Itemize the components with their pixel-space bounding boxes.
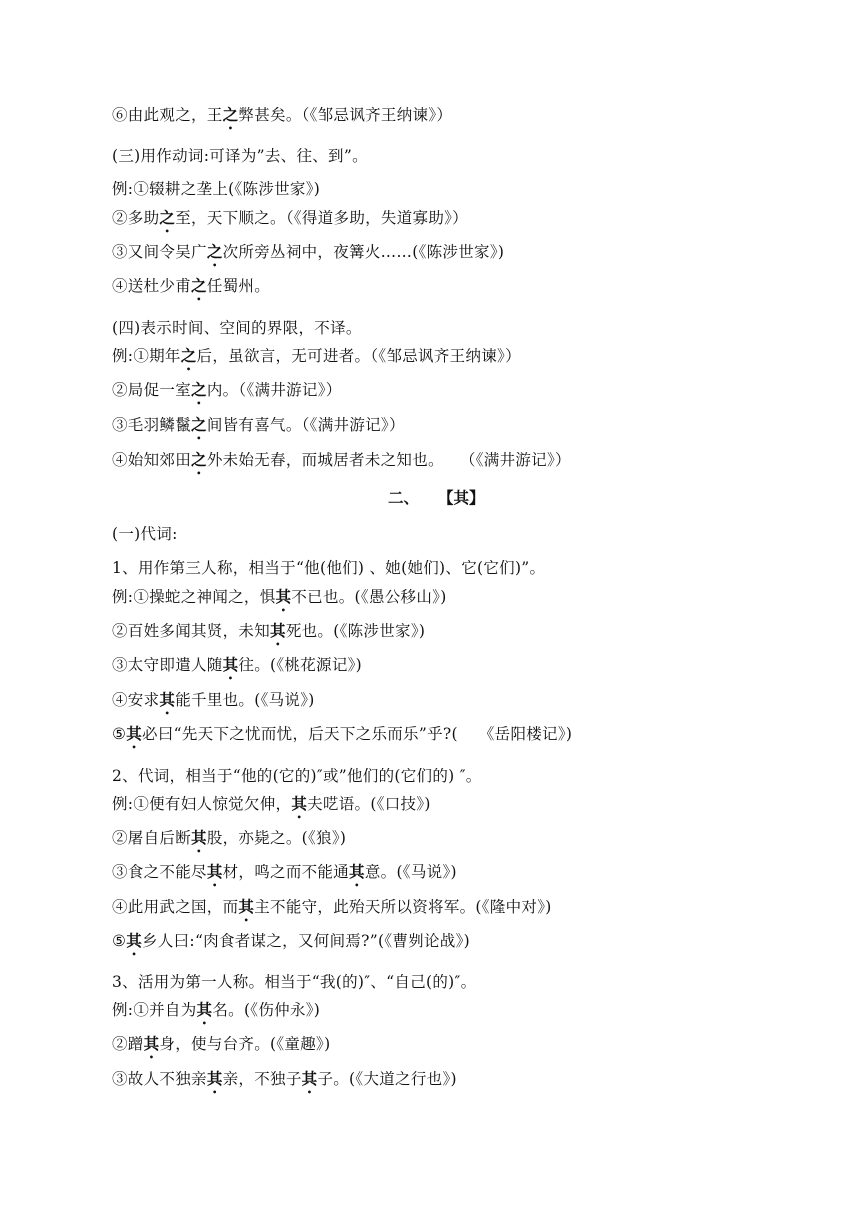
text-segment: ③故人不独亲 xyxy=(112,1070,207,1088)
text-segment: ⑥由此观之，王 xyxy=(112,106,223,124)
emphasized-keyword: 其 xyxy=(275,588,292,606)
emphasized-keyword: 之 xyxy=(159,209,176,227)
emphasized-keyword: 其 xyxy=(206,1070,223,1088)
emphasized-keyword: 其 xyxy=(126,932,143,950)
emphasized-keyword: 其 xyxy=(222,656,239,674)
emphasized-keyword: 其 xyxy=(206,863,223,881)
text-segment: 身，使与台齐。(《童趣》) xyxy=(159,1035,331,1053)
emphasized-keyword: 其 xyxy=(291,795,308,813)
text-segment: 能千里也。(《马说》) xyxy=(175,691,315,709)
emphasized-keyword: 之 xyxy=(191,416,207,434)
text-segment: ⑤ xyxy=(112,932,127,950)
text-line xyxy=(112,862,457,890)
text-segment: 内。（《满井游记》） xyxy=(206,381,342,399)
text-line xyxy=(112,690,315,718)
text-segment: ③毛羽鳞鬣 xyxy=(112,416,192,434)
emphasized-keyword: 之 xyxy=(222,106,239,124)
text-segment: ④送杜少甫 xyxy=(112,277,192,295)
text-segment: 例:①操蛇之神闻之，惧 xyxy=(112,588,276,606)
text-segment: 材，鸣之而不能通 xyxy=(222,863,350,881)
text-segment: 外未始无春，而城居者未之知也。 （《满井游记》） xyxy=(206,451,571,469)
text-line xyxy=(112,1069,457,1097)
text-segment: 意。(《马说》) xyxy=(364,863,457,881)
text-segment: 死也。(《陈涉世家》) xyxy=(285,622,426,640)
text-segment: ②局促一室 xyxy=(112,381,192,399)
text-segment: (三)用作动词:可译为”去、往、到”。 xyxy=(112,147,368,165)
text-segment: 任蜀州。 xyxy=(206,277,271,295)
emphasized-keyword: 其 xyxy=(270,622,286,640)
text-line xyxy=(112,931,470,959)
emphasized-keyword: 其 xyxy=(196,1001,213,1019)
text-line xyxy=(112,346,521,374)
text-line xyxy=(112,766,482,786)
emphasized-keyword: 其 xyxy=(143,1035,160,1053)
text-line xyxy=(112,105,452,133)
text-segment: 2、代词，相当于“他的(它的)″或”他们的(它们的) ″。 xyxy=(112,767,482,785)
text-line xyxy=(112,972,476,992)
emphasized-keyword: 其 xyxy=(238,898,255,916)
text-line xyxy=(112,242,504,270)
section-number: 二、 xyxy=(388,489,420,507)
emphasized-keyword: 之 xyxy=(191,381,207,399)
text-segment: ②屠自后断 xyxy=(112,829,192,847)
text-segment: ④安求 xyxy=(112,691,160,709)
text-segment: 股，亦毙之。(《狼》) xyxy=(206,829,347,847)
text-segment: 主不能守，此殆天所以资将军。(《隆中对》) xyxy=(254,898,552,916)
text-segment: 例:①期年 xyxy=(112,347,181,365)
text-segment: 后，虽欲言，无可进者。（《邹忌讽齐王纳谏》） xyxy=(196,347,521,365)
emphasized-keyword: 其 xyxy=(301,1070,318,1088)
text-segment: ④此用武之国，而 xyxy=(112,898,239,916)
text-segment: ②蹭 xyxy=(112,1035,144,1053)
text-segment: 3、活用为第一人称。相当于“我(的)″、“自己(的)″。 xyxy=(112,973,477,991)
emphasized-keyword: 其 xyxy=(349,863,365,881)
text-line xyxy=(112,587,447,615)
text-line xyxy=(112,724,572,752)
text-line xyxy=(112,450,571,478)
text-segment: 弊甚矣。（《邹忌讽齐王纳谏》） xyxy=(238,106,453,124)
emphasized-keyword: 之 xyxy=(180,347,197,365)
text-line xyxy=(112,524,178,544)
text-line xyxy=(112,318,362,338)
text-line xyxy=(112,380,342,408)
emphasized-keyword: 之 xyxy=(191,451,207,469)
text-segment: ②多助 xyxy=(112,209,160,227)
text-segment: (一)代词: xyxy=(112,525,178,543)
text-line xyxy=(112,276,270,304)
text-segment: 至，天下顺之。（《得道多助，失道寡助》） xyxy=(175,209,468,227)
section-title: 【其】 xyxy=(438,489,485,507)
text-line xyxy=(112,558,545,578)
text-line xyxy=(112,1000,320,1028)
text-line xyxy=(112,828,346,856)
text-segment: 例:①辍耕之垄上(《陈涉世家》) xyxy=(112,180,321,198)
text-segment: ③食之不能尽 xyxy=(112,863,207,881)
emphasized-keyword: 其 xyxy=(191,829,207,847)
text-line xyxy=(112,208,468,236)
emphasized-keyword: 其 xyxy=(159,691,176,709)
text-segment: 夫呓语。(《口技》) xyxy=(307,795,431,813)
text-segment: ④始知郊田 xyxy=(112,451,192,469)
text-line xyxy=(112,415,405,443)
text-segment: 子。(《大道之行也》) xyxy=(317,1070,457,1088)
text-segment: 例:①并自为 xyxy=(112,1001,197,1019)
emphasized-keyword: 之 xyxy=(206,243,223,261)
text-segment: ③太守即遣人随 xyxy=(112,656,223,674)
text-line xyxy=(112,655,362,683)
text-segment: ③又间令吴广 xyxy=(112,243,207,261)
text-line xyxy=(112,794,431,822)
text-segment: 不已也。(《愚公移山》) xyxy=(291,588,447,606)
text-segment: 1、用作第三人称，相当于“他(他们) 、她(她们)、它(它们)”。 xyxy=(112,559,546,577)
text-segment: ⑤ xyxy=(112,725,127,743)
text-line xyxy=(112,621,425,649)
text-segment: 往。(《桃花源记》) xyxy=(238,656,363,674)
emphasized-keyword: 其 xyxy=(126,725,143,743)
text-segment: 次所旁丛祠中，夜篝火……(《陈涉世家》) xyxy=(222,243,505,261)
text-segment: (四)表示时间、空间的界限，不译。 xyxy=(112,319,362,337)
text-segment: 名。(《伤仲永》) xyxy=(212,1001,321,1019)
text-segment: 必曰“先天下之忧而忧，后天下之乐而乐”乎?( 《岳阳楼记》) xyxy=(142,725,573,743)
text-line xyxy=(112,897,552,925)
text-line xyxy=(112,179,320,199)
text-line xyxy=(112,1034,330,1062)
text-segment: 间皆有喜气。（《满井游记》） xyxy=(206,416,405,434)
text-segment: 乡人曰:“肉食者谋之，又何间焉?”(《曹刿论战》) xyxy=(142,932,470,950)
text-line xyxy=(112,146,368,166)
text-segment: 例:①便有妇人惊觉欠伸， xyxy=(112,795,292,813)
emphasized-keyword: 之 xyxy=(191,277,207,295)
text-segment: 亲，不独子 xyxy=(222,1070,302,1088)
text-segment: ②百姓多闻其贤，未知 xyxy=(112,622,271,640)
